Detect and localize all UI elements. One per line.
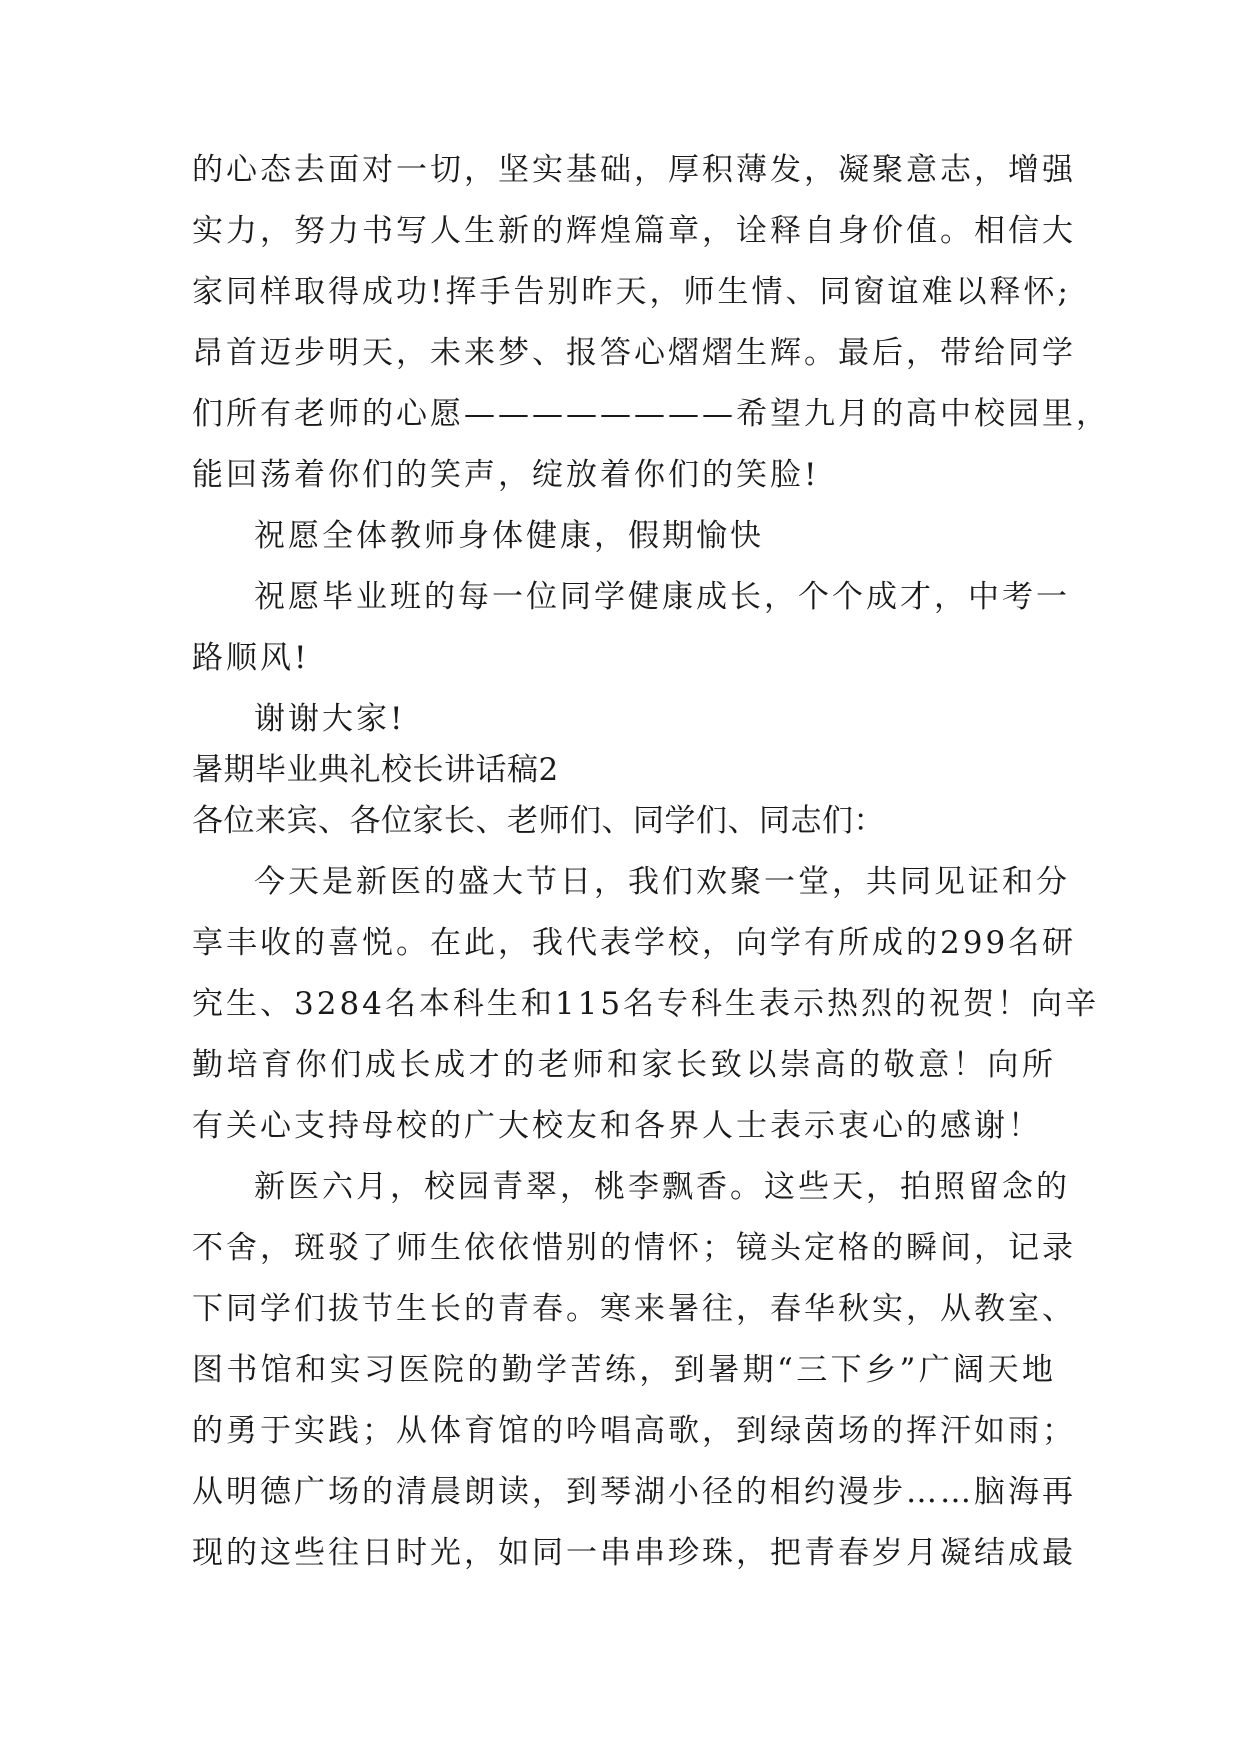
body-text-line: 图书馆和实习医院的勤学苦练，到暑期“三下乡”广阔天地 [192, 1352, 1056, 1388]
body-text-line: 的勇于实践；从体育馆的吟唱高歌，到绿茵场的挥汗如雨； [192, 1413, 1076, 1449]
body-text-line: 实力，努力书写人生新的辉煌篇章，诠释自身价值。相信大 [192, 213, 1076, 249]
body-text-line: 勤培育你们成长成才的老师和家长致以崇高的敬意！向所 [192, 1047, 1056, 1083]
paragraph-line: 祝愿全体教师身体健康，假期愉快 [254, 518, 764, 554]
paragraph-line: 今天是新医的盛大节日，我们欢聚一堂，共同见证和分 [254, 864, 1070, 900]
body-text-line: 昂首迈步明天，未来梦、报答心熠熠生辉。最后，带给同学 [192, 335, 1076, 371]
salutation-line: 各位来宾、各位家长、老师们、同学们、同志们： [192, 803, 885, 839]
body-text-line: 究生、3284名本科生和115名专科生表示热烈的祝贺！向辛 [192, 986, 1100, 1022]
closing-line: 谢谢大家! [254, 701, 406, 737]
body-text-line: 家同样取得成功!挥手告别昨天，师生情、同窗谊难以释怀; [192, 274, 1071, 310]
section-heading: 暑期毕业典礼校长讲话稿2 [192, 752, 559, 788]
body-text-line: 现的这些往日时光，如同一串串珍珠，把青春岁月凝结成最 [192, 1535, 1076, 1571]
paragraph-line: 祝愿毕业班的每一位同学健康成长，个个成才，中考一 [254, 579, 1070, 615]
body-text-line: 从明德广场的清晨朗读，到琴湖小径的相约漫步……脑海再 [192, 1474, 1076, 1510]
body-text-line: 的心态去面对一切，坚实基础，厚积薄发，凝聚意志，增强 [192, 152, 1076, 188]
body-text-line: 享丰收的喜悦。在此，我代表学校，向学有所成的299名研 [192, 925, 1077, 961]
body-text-line: 们所有老师的心愿————————希望九月的高中校园里， [192, 396, 1110, 432]
paragraph-line: 新医六月，校园青翠，桃李飘香。这些天，拍照留念的 [254, 1169, 1070, 1205]
body-text-line: 不舍，斑驳了师生依依惜别的情怀；镜头定格的瞬间，记录 [192, 1230, 1076, 1266]
body-text-line: 能回荡着你们的笑声，绽放着你们的笑脸! [192, 457, 820, 493]
body-text-line: 路顺风! [192, 640, 310, 676]
body-text-line: 有关心支持母校的广大校友和各界人士表示衷心的感谢！ [192, 1108, 1042, 1144]
body-text-line: 下同学们拔节生长的青春。寒来暑往，春华秋实，从教室、 [192, 1291, 1076, 1327]
